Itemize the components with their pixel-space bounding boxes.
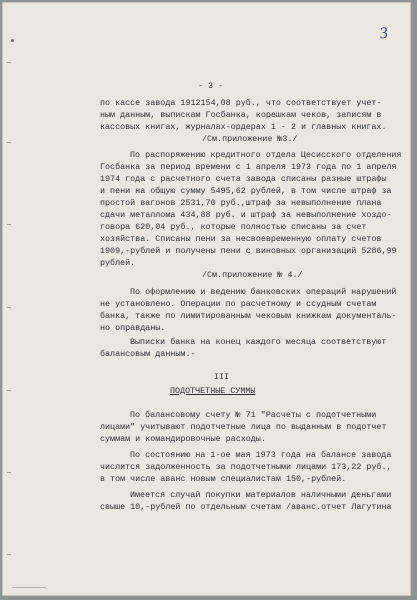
text-line: говора 620,04 руб., которые полностью списаны за счет [100,222,367,232]
text-line: и пени на общую сумму 5495,62 рублей, в том числе штраф за [100,186,392,196]
archive-edge-mark [12,587,46,594]
text-line: числится задолженность за подотчетными лицами 173,22 руб., [100,462,392,472]
text-line: Выписки банка на конец каждого месяца соответствуют [130,337,387,347]
text-line: рублей. [100,258,136,268]
text-line: хозяйства. Списаны пени за несвоевременную оплату счетов [100,234,382,244]
text-line: простой вагонов 2531,70 руб.,штраф за невыполнение плана [100,198,382,208]
text-line: свыше 10,-рублей по отдельным счетам /аванс.отчет Лагутина [100,502,392,512]
text-line: По оформлению и ведению банковских операций нарушений [130,287,397,297]
text-line: не установлено. Операции по расчетному и ссудным счетам [100,299,377,309]
fold-mark [7,390,11,391]
binder-margin [2,2,18,596]
text-line: Имеется случай покупки материалов наличными деньгами [130,490,392,500]
fold-mark [7,62,11,63]
text-line: банка, также по лимитированным чековым книжкам документаль- [100,311,397,321]
section-title: ПОДОТЧЕТНЫЕ СУММЫ [170,386,256,396]
text-line: кассовых книгах, журналах-ордерах 1 - 2 и главных книгах. [100,122,387,132]
text-line: По состоянию на 1-ое мая 1973 года на балансе завода [130,450,392,460]
text-line: но оправданы. [100,323,166,333]
fold-mark [7,142,11,143]
page-number: - 3 - [198,81,224,91]
appendix-reference: /См.приложение № 4./ [202,270,303,280]
appendix-reference: /См.приложение №3./ [202,134,298,144]
fold-mark [7,307,11,308]
text-line: лицами" учитывают подотчетные лица по выданным в подотчет [100,422,387,432]
text-line: По распоряжению кредитного отдела Цесисского отделения [130,150,402,160]
text-line: Госбанка за период времени с 1 апреля 1973 года по 1 апреля [100,162,397,172]
fold-mark [7,554,11,555]
document-page [2,2,411,596]
text-line: 1974 года с расчетного счета завода списаны разные штрафы [100,174,387,184]
text-line: По балансовому счету № 71 "Расчеты с подотчетными [130,410,377,420]
text-line: сдачи металлома 434,88 руб. и штраф за невыполнение хоздо- [100,210,392,220]
text-line: по кассе завода 1912154,08 руб., что соответствует учет- [100,98,382,108]
fold-mark [7,224,11,225]
fold-mark [7,472,11,473]
text-line: суммам и командировочные расходы. [100,434,266,444]
handwritten-folio-number: 3 [378,24,390,43]
punch-hole [11,39,14,42]
text-line: в том числе аванс новым специалистам 150,-рублей. [100,474,347,484]
text-line: 1909,-рублей и получены пени с виновных организаций 5286,99 [100,246,397,256]
text-line: ным данным, выпискам Госбанка, корешкам чеков, записям в [100,110,382,120]
section-number: III [214,372,230,382]
text-line: балансовым данным.- [100,349,196,359]
